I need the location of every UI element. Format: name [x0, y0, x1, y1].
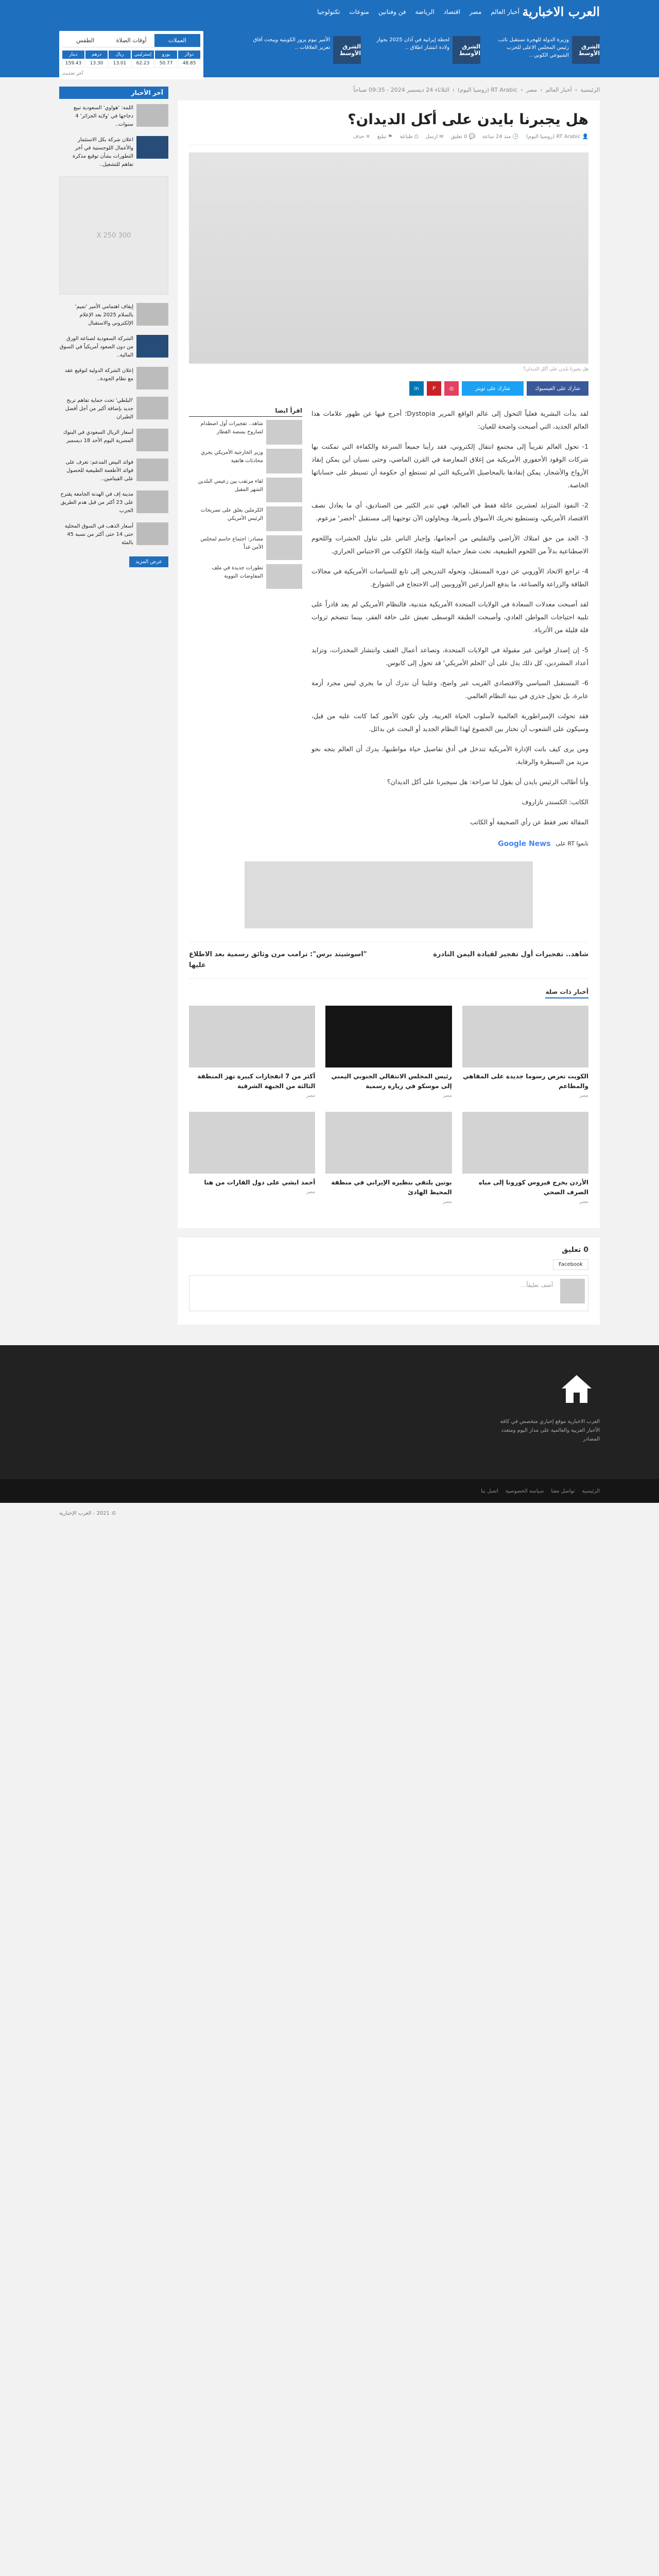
related-grid [189, 1006, 588, 1205]
sidebar-thumb [136, 397, 168, 419]
read-also-thumb [266, 564, 302, 589]
header-news-text: وزيرة الدولة للهجرة تستقبل نائب رئيس المجلس الاعلى للحزب الشيوعي الكوبي .. [498, 37, 569, 58]
sidebar-news-item[interactable]: فوائد البيض المدعم: تعرف على فوائد الأطعمة الطبيعية للحصول على الفيتامين.. [59, 459, 168, 483]
related-image [325, 1006, 452, 1067]
pinterest-icon: P [432, 385, 436, 392]
footer-description: العرب الاخبارية موقع إخباري متخصص في كافة الأخبار العربية والعالمية على مدار اليوم ومتعدد المصادر [500, 1419, 600, 1443]
related-meta: مصر [579, 1093, 588, 1098]
article-title: هل يجبرنا بايدن على أكل الديدان؟ [348, 111, 588, 128]
header-news-thumb: الشرق الأوسط [572, 36, 600, 64]
sidebar-thumb [136, 303, 168, 326]
sidebar-thumb [136, 136, 168, 159]
article-paragraph: لقد أصبحت معدلات السعادة في الولايات المتحدة الأمريكية متدنية، فالنظام الأمريكي لم يعد قادراً على تلبية احتياجات المواطن العادي، وأصبحت الطبقة الوسطى تعيش على حافة الفقر، بينما تتضخم ثروات قلة قليلة من الأثرياء. [311, 600, 588, 634]
article-body [189, 407, 588, 856]
article-paragraph: 1- تحول العالم تقريباً إلى مجتمع انتقال إلكتروني، فقد رأينا جميعاً السرعة والكفاءة التي تمكنت بها شركات الوقود الأحفوري الأمريكية من إغلاق المعارضة في القرن الماضي، وحتى نسيان أين يمكن إنقاذ الأرواح والأشجار، يمكن إنقاذها بالمحاصيل الأمريكية التي لم تستطع أي حكومة أن تسيطر على حساباتها الخاصة. [311, 443, 588, 489]
article-paragraph: 5- إن إصدار قوانين غير مقبولة في الولايات المتحدة، وتصاعد أعمال العنف وانتشار المخدرات، وتزايد أعداد المشردين، كل ذلك يدل على أن 'الحلم الأمريكي' قد تحول إلى كابوس. [311, 646, 588, 667]
google-news-row[interactable] [311, 837, 588, 851]
hero-caption: هل يجبرنا بايدن على أكل الديدان؟ [523, 367, 588, 372]
rate-currency: إسترليني [132, 50, 154, 59]
related-card[interactable] [462, 1112, 588, 1205]
rate-currency: ريال [109, 50, 131, 59]
related-meta: مصر [306, 1093, 316, 1098]
related-headline: أحمد ايشي على دول القارات من هنا [204, 1178, 316, 1186]
related-headline: الأردن يخرج فيروس كورونا إلى مياه الصرف الصحي [478, 1178, 588, 1196]
header-news [239, 36, 600, 64]
header-news-thumb: الشرق الأوسط [453, 36, 480, 64]
main-nav [314, 6, 523, 18]
read-also-item[interactable]: شاهد.. تفجيرات أول اصطدام لصاروخ بمنصة القطار [189, 420, 302, 445]
nav-item-economy[interactable]: اقتصاد [443, 8, 460, 15]
article-meta [189, 134, 588, 145]
footer-link-callus[interactable]: اتصل بنا [481, 1488, 498, 1494]
sidebar-news-item[interactable]: اعلان شركة بكل الاستثمار والأعمال اللوجستية في آخر التطورات بشأن توقيع مذكرة تفاهم للتشغيل.. [59, 136, 168, 169]
nav-item-world[interactable]: أخبار العالم [491, 8, 519, 15]
article-paragraph: 3- الحد من حق امتلاك الأراضي والتقليص من أحجامها، وإجبار الناس على تناول الحشرات واللحوم الاصطناعية بدلاً من اللحوم الطبيعية، تحت شعار حماية البيئة وإنقاذ الكوكب من الاحتباس الحراري. [311, 534, 588, 555]
send-icon: ✉ [439, 134, 444, 140]
related-meta: مصر [443, 1093, 452, 1098]
ad-banner[interactable] [245, 861, 533, 928]
prev-post-link[interactable]: "اسوشيتد برس": ترامب مرن وثائق رسمية بعد الاطلاع عليها [189, 951, 367, 969]
read-also-thumb [266, 506, 302, 531]
rate-value: 48.85 [178, 59, 200, 68]
sidebar-thumb [136, 459, 168, 481]
comment-input[interactable]: أضف تعليقاً... [521, 1282, 553, 1289]
read-also-thumb [266, 449, 302, 473]
site-logo[interactable]: العرب الاخبارية [522, 4, 600, 19]
trash-icon: ✕ [366, 134, 370, 140]
footer-logo[interactable] [553, 1366, 600, 1412]
article-paragraph: وأنا أطالب الرئيس بايدن أن يقول لنا صراحة: هل سيجبرنا على أكل الديدان؟ [387, 778, 588, 786]
rate-currency: يورو [155, 50, 177, 59]
meta-send[interactable]: ✉ ارسل [425, 134, 444, 140]
comment-form [189, 1275, 588, 1311]
google-news-label: تابعوا RT على [556, 840, 588, 847]
tab-currencies[interactable]: العملات [154, 34, 200, 47]
facebook-comments-tab[interactable]: Facebook [553, 1259, 588, 1270]
sidebar-thumb [136, 367, 168, 389]
related-image [462, 1112, 588, 1174]
sidebar-news-item[interactable]: مدينة إف في الهدنة الجامعة يقترح على 23 أكثر من قبل هدم الطريق الحرب [59, 490, 168, 515]
rate-value: 13.01 [109, 59, 131, 68]
site-header [0, 0, 659, 77]
article-text [311, 407, 588, 856]
read-also-item[interactable]: لقاء مرتقب بين زعيمي البلدين الشهر المقبل [189, 478, 302, 502]
sidebar-ad[interactable]: 300 X 250 [59, 176, 168, 295]
sidebar-thumb [136, 335, 168, 358]
nav-item-sports[interactable]: الرياضة [415, 8, 435, 15]
footer [0, 1345, 659, 1479]
nav-item-tech[interactable]: تكنولوجيا [317, 8, 340, 15]
clock-icon: 🕒 [512, 134, 519, 140]
sidebar-news-item[interactable]: إعلان الشركة الدولية لتوقيع عقد مع نظام الجودة.. [59, 367, 168, 389]
breadcrumb-source[interactable]: RT Arabic (روسيا اليوم) [458, 87, 518, 93]
sidebar [59, 87, 168, 1325]
read-also [189, 407, 302, 856]
related-image [189, 1006, 315, 1067]
next-post-link[interactable]: شاهد.. تفجيرات أول تفجير لقيادة اليمن النادرة [433, 951, 588, 958]
article-hero-image [189, 152, 588, 364]
post-navigation [189, 942, 588, 979]
related-headline: بوتين يلتقي بنظيره الإيراني في منطقة المحيط الهادئ [331, 1178, 452, 1196]
related-image [189, 1112, 315, 1174]
breadcrumb: الرئيسية › أخبار العالم › مصر › RT Arabic (روسيا اليوم) › الثلاثاء 24 ديسمبر 2024 - 09:35 صباحاً [353, 87, 600, 93]
breadcrumb-egypt[interactable]: مصر [526, 87, 537, 93]
breadcrumb-home[interactable]: الرئيسية [580, 87, 600, 93]
share-facebook-button[interactable]: شارك على الفيسبوك [527, 381, 588, 396]
footer-bottom [0, 1479, 659, 1503]
meta-time: 🕒 منذ 24 ساعة [482, 134, 519, 140]
share-instagram-button[interactable] [444, 381, 459, 396]
read-also-thumb [266, 420, 302, 445]
more-news-button[interactable]: عرض المزيد [129, 556, 168, 567]
sidebar-news-item[interactable]: أسعار الذهب في السوق المحلية حتى 14 حتى أكثر من نسبة 45 بالمئة [59, 522, 168, 547]
article [178, 100, 600, 1228]
google-news-logo: Google News [498, 840, 551, 848]
rate-currency: دينار [62, 50, 84, 59]
related-headline: أكثر من 7 انفجارات كبيرة تهز المنطقة الثالثة من الجبهة الشرقية [197, 1072, 316, 1090]
copyright-text: © 2021 - العرب الإخبارية [59, 1510, 117, 1516]
article-disclaimer: المقالة تعبر فقط عن رأي الصحيفة أو الكاتب [470, 818, 588, 826]
sidebar-news-item[interactable]: الشركة السعودية لصناعة الورق من دون الصعود أمريكياً في السوق المالية.. [59, 335, 168, 360]
read-also-thumb [266, 535, 302, 560]
sidebar-thumb [136, 490, 168, 513]
related-card[interactable] [325, 1112, 452, 1205]
user-icon: 👤 [582, 134, 588, 140]
breadcrumb-world[interactable]: أخبار العالم [545, 87, 572, 93]
article-paragraph: ومن يرى كيف باتت الإدارة الأمريكية تتدخل في أدق تفاصيل حياة مواطنيها، يدرك أن العالم يتجه نحو مزيد من السيطرة والرقابة. [311, 745, 588, 766]
sidebar-title: آخر الأخبار [59, 87, 168, 99]
sidebar-thumb [136, 522, 168, 545]
instagram-icon: ◎ [449, 385, 454, 392]
rates-updated: آخر تحديث [62, 71, 83, 76]
related-image [325, 1112, 452, 1174]
read-also-thumb [266, 478, 302, 502]
footer-links [481, 1488, 600, 1494]
rate-value: 159.43 [62, 59, 84, 68]
read-also-item[interactable]: مصادر: اجتماع حاسم لمجلس الأمن غداً [189, 535, 302, 560]
meta-source[interactable]: 👤 RT Arabic (روسيا اليوم) [526, 134, 588, 140]
home-icon [559, 1371, 595, 1407]
related-headline: رئيس المجلس الانتقالي الجنوبي اليمني إلى موسكو في زيارة رسمية [331, 1072, 452, 1090]
comments-count: 0 تعليق [562, 1246, 588, 1255]
article-paragraph: 2- النفوذ المتزايد لعشرين عائلة فقط في العالم، فهي تدير الكثير من الصناديق، أي ما يعادل نصف الاقتصاد الأمريكي، وتستطيع تحريك الأسواق بأسرها، ويحاولون الآن توجيهنا إلى مستقبل 'أخضر' مزعوم. [311, 501, 588, 522]
related-meta: مصر [579, 1199, 588, 1205]
sidebar-thumb [136, 104, 168, 127]
header-news-text: الأمير نيوم يزور الكويتية ويبحث آفاق تعزيز العلاقات .. [253, 37, 330, 50]
related-meta: مصر [443, 1199, 452, 1205]
article-author: الكاتب: الكسندر نازاروف [522, 798, 588, 806]
sidebar-news-item[interactable]: أسعار الريال السعودي في البنوك المصرية اليوم الأحد 18 ديسمبر [59, 429, 168, 451]
sidebar-news-item[interactable]: 'البلطي' تحت حماية تفاهم تربح جديد بإضافة أكبر من أجل أفضل الطيران [59, 397, 168, 421]
read-also-item[interactable]: تطورات جديدة في ملف المفاوضات النووية [189, 564, 302, 589]
read-also-item[interactable]: الكرملين يعلق على تصريحات الرئيس الأمريكي [189, 506, 302, 531]
content-container [59, 77, 600, 1325]
main-column [178, 87, 600, 1325]
nav-item-misc[interactable]: منوعات [349, 8, 369, 15]
rates-tabs [62, 34, 200, 47]
header-news-item[interactable] [367, 36, 480, 64]
rate-value: 50.77 [155, 59, 177, 68]
meta-delete[interactable]: ✕ حذف [353, 134, 370, 140]
footer-link-contact[interactable]: تواصل معنا [551, 1488, 575, 1494]
print-icon: ⎙ [414, 134, 419, 140]
footer-link-home[interactable]: الرئيسية [582, 1488, 600, 1494]
related-meta: مصر [306, 1190, 316, 1195]
article-paragraph: فقد تحولت الإمبراطورية العالمية لأسلوب الحياة الغربية، ولن تكون الأمور كما كانت عليه من قبل، وسيكون على الشعوب أن تختار بين الخضوع لهذا النظام الجديد أو البحث عن بدائل. [311, 712, 588, 733]
comment-icon: 💬 [469, 134, 475, 140]
sidebar-news-item[interactable]: إيقاف اهتمامي الأمير 'تميم' بالسلام 2025 بعد الإعلام الإلكتروني والاستقبال [59, 303, 168, 328]
rates-widget [59, 31, 203, 79]
article-paragraph: 6- المستقبل السياسي والاقتصادي القريب غير واضح، وعلينا أن ندرك أن ما يجري ليس مجرد أزمة عابرة، بل تحول جذري في بنية النظام العالمي. [311, 679, 588, 700]
header-news-thumb: الشرق الأوسط [333, 36, 361, 64]
nav-item-art[interactable]: فن وفنانين [378, 8, 406, 15]
rate-value: 62.23 [132, 59, 154, 68]
flag-icon: ⚑ [388, 134, 393, 140]
related-card[interactable] [325, 1006, 452, 1098]
rate-currency: دولار [178, 50, 200, 59]
share-linkedin-button[interactable] [409, 381, 424, 396]
header-news-text: لحظة إيرانية في آذان 2025 بجوار ولادة انتشار اطلاق .. [376, 37, 449, 50]
related-card[interactable] [189, 1112, 315, 1205]
header-news-item[interactable] [248, 36, 361, 64]
comments-section [178, 1238, 600, 1325]
share-twitter-button[interactable]: شارك على تويتر [462, 381, 524, 396]
rate-value: 13.30 [85, 59, 108, 68]
share-row [189, 381, 588, 396]
rate-currency: درهم [85, 50, 108, 59]
meta-comments[interactable]: 💬 0 تعليق [450, 134, 475, 140]
nav-item-egypt[interactable]: مصر [469, 8, 482, 15]
sidebar-news-item[interactable]: اللمة: 'هواوي' السعودية تبيع دجاجها في 'ولاية الجزائر' 4 سنوات.. [59, 104, 168, 129]
article-paragraph: 4- تراجع الاتحاد الأوروبي عن دوره المستقل، وتحوله التدريجي إلى تابع للسياسات الأمريكية في مجالات الطاقة والزراعة والصناعة، ما يدفع المزارعين الأوروبيين إلى الاحتجاج في الشوارع. [311, 567, 588, 588]
related-title: أخبار ذات صلة [545, 988, 588, 998]
related-card[interactable] [189, 1006, 315, 1098]
meta-report[interactable]: ⚑ تبليغ [377, 134, 393, 140]
related-headline: الكويت تعرض رسوما جديدة على المقاهي والمطاعم [463, 1072, 588, 1090]
related-card[interactable] [462, 1006, 588, 1098]
linkedin-icon: in [414, 385, 419, 392]
breadcrumb-date: الثلاثاء 24 ديسمبر 2024 - 09:35 صباحاً [353, 87, 449, 93]
header-news-item[interactable] [487, 36, 600, 64]
article-paragraph: لقد بدأت البشرية فعلياً التحول إلى عالم الواقع المرير Dystopia؛ أحرج فيها عن ظهور علامات هذا العالم الجديد، التي أصبحت واضحة للعيان: [311, 410, 588, 430]
rates-table [62, 50, 200, 68]
meta-print[interactable]: ⎙ طباعة [400, 134, 419, 140]
related-image [462, 1006, 588, 1067]
tab-prayer-times[interactable]: أوقات الصلاة [116, 37, 147, 44]
read-also-item[interactable]: وزير الخارجية الأمريكي يجري محادثات هاتفية [189, 449, 302, 473]
avatar [560, 1279, 585, 1303]
sidebar-thumb [136, 429, 168, 451]
share-pinterest-button[interactable] [427, 381, 441, 396]
tab-weather[interactable]: الطقس [76, 37, 95, 44]
footer-link-privacy[interactable]: سياسة الخصوصية [505, 1488, 544, 1494]
copyright-bar [0, 1503, 659, 1523]
read-also-title: اقرأ ايضا [189, 407, 302, 417]
